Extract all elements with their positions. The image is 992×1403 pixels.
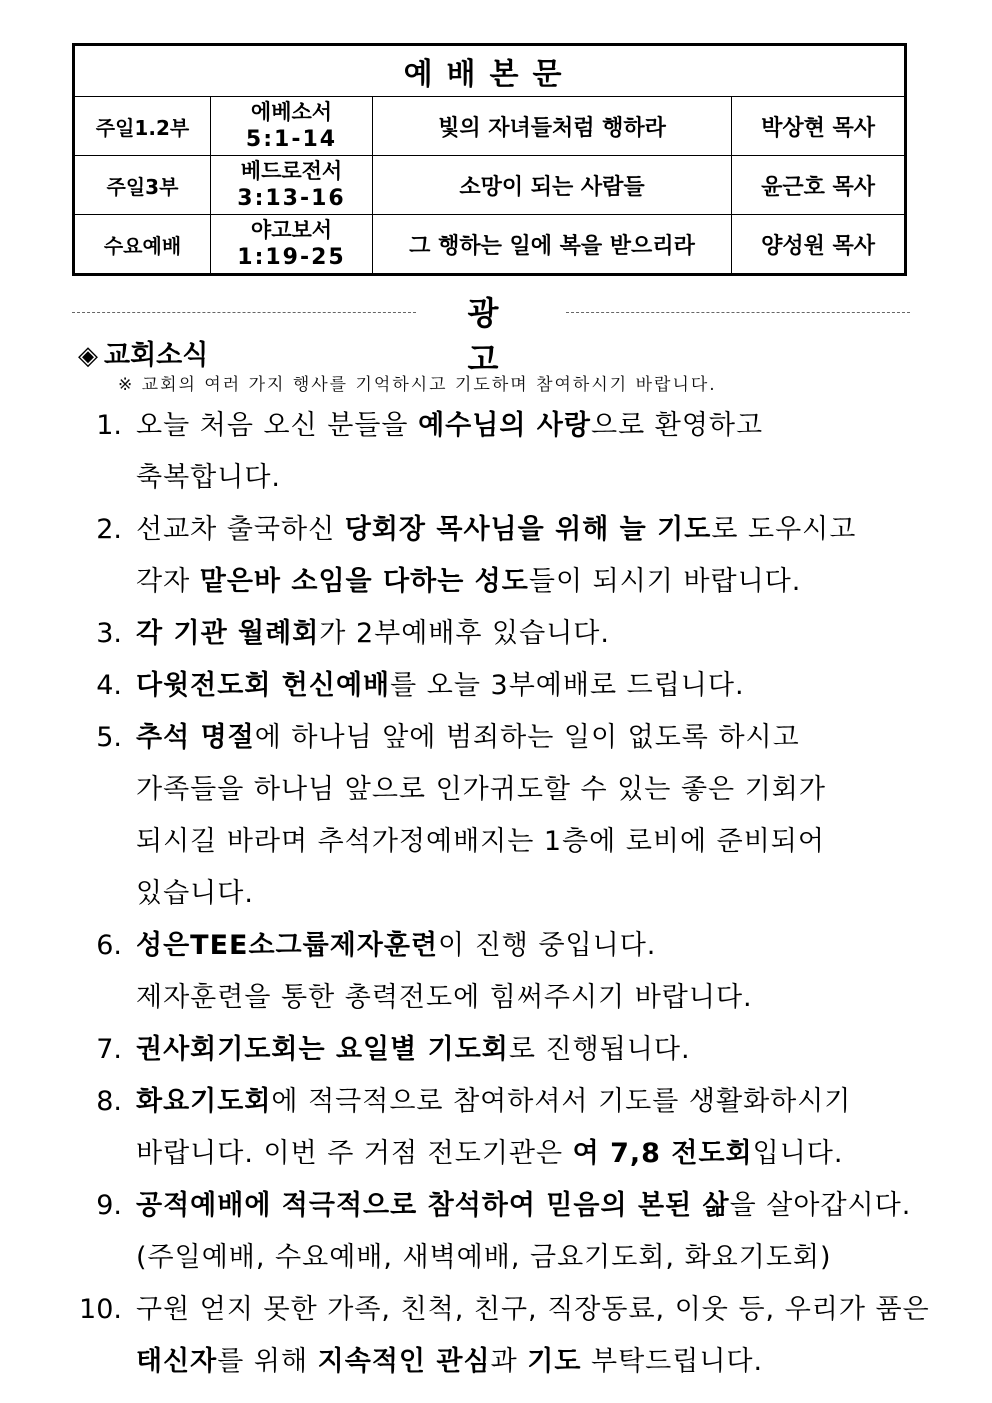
- item-text: 바랍니다. 이번 주 거점 전도기관은: [136, 1138, 573, 1169]
- divider-line-right: [566, 312, 910, 313]
- list-item: [0, 1076, 992, 1180]
- item-emphasis: 추석 명절: [136, 722, 255, 753]
- item-text: 과: [490, 1346, 528, 1377]
- item-emphasis: 예수님의 사랑: [418, 410, 591, 441]
- sermon-table-title: 예배본문: [74, 45, 906, 97]
- scripture-ref: 5:1-14: [245, 127, 338, 152]
- service-name: 주일3부: [74, 156, 211, 215]
- item-emphasis: 지속적인 관심: [317, 1346, 491, 1377]
- item-emphasis: 공적예배에 적극적으로 참석하여 믿음의 본된 삶: [136, 1190, 730, 1221]
- item-emphasis: 화요기도회: [136, 1086, 272, 1117]
- list-item: [0, 1180, 992, 1284]
- list-item: [0, 1284, 992, 1388]
- list-item: [0, 660, 992, 712]
- scripture: [211, 97, 373, 156]
- item-text: 로 도우시고: [711, 514, 857, 545]
- item-number: 6.: [96, 930, 122, 961]
- item-text: 제자훈련을 통한 총력전도에 힘써주시기 바랍니다.: [136, 982, 753, 1013]
- item-emphasis: 여 7,8 전도회: [572, 1138, 753, 1169]
- announcement-list: [0, 400, 992, 1388]
- item-number: 10.: [79, 1294, 122, 1325]
- list-item: [0, 712, 992, 920]
- scripture-book: 야고보서: [250, 218, 333, 242]
- divider-line-left: [72, 312, 416, 313]
- scripture: [211, 215, 373, 275]
- scripture-book: 에베소서: [250, 100, 333, 124]
- item-text: 부탁드립니다.: [581, 1346, 764, 1377]
- sermon-row: [74, 97, 906, 156]
- preacher: 박상현 목사: [732, 97, 906, 156]
- item-number: 9.: [96, 1190, 122, 1221]
- sermon-title: 소망이 되는 사람들: [373, 156, 732, 215]
- item-emphasis: 맡은바 소임을 다하는 성도: [199, 566, 529, 597]
- item-emphasis: 태신자: [136, 1346, 218, 1377]
- preacher: 윤근호 목사: [732, 156, 906, 215]
- section-title-text: 교회소식: [104, 340, 209, 371]
- item-text: (주일예배, 수요예배, 새벽예배, 금요기도회, 화요기도회): [136, 1242, 832, 1273]
- sermon-title: 빛의 자녀들처럼 행하라: [373, 97, 732, 156]
- item-text: 를 오늘 3부예배로 드립니다.: [390, 670, 745, 701]
- item-number: 2.: [96, 514, 122, 545]
- item-text: 이 진행 중입니다.: [438, 930, 657, 961]
- item-text: 가 2부예배후 있습니다.: [319, 618, 610, 649]
- item-number: 5.: [96, 722, 122, 753]
- sermon-title: 그 행하는 일에 복을 받으리라: [373, 215, 732, 275]
- item-emphasis: 당회장 목사님을 위해 늘 기도: [344, 514, 712, 545]
- scripture-ref: 1:19-25: [237, 245, 346, 270]
- section-note: ※ 교회의 여러 가지 행사를 기억하시고 기도하며 참여하시기 바랍니다.: [118, 375, 717, 395]
- list-item: [0, 608, 992, 660]
- list-item: [0, 504, 992, 608]
- item-text: 으로 환영하고: [590, 410, 764, 441]
- item-text: 있습니다.: [136, 878, 254, 909]
- item-emphasis: 권사회기도회는 요일별 기도회: [136, 1034, 509, 1065]
- scripture-book: 베드로전서: [240, 159, 343, 183]
- item-text: 축복합니다.: [136, 462, 281, 493]
- preacher: 양성원 목사: [732, 215, 906, 275]
- scripture-ref: 3:13-16: [237, 186, 346, 211]
- list-item: [0, 1024, 992, 1076]
- item-text: 되시길 바라며 추석가정예배지는 1층에 로비에 준비되어: [136, 826, 825, 857]
- list-item: [0, 920, 992, 1024]
- item-text: 구원 얻지 못한 가족, 친척, 친구, 직장동료, 이웃 등, 우리가 품은: [136, 1294, 930, 1325]
- item-number: 3.: [96, 618, 122, 649]
- item-text: 가족들을 하나님 앞으로 인가귀도할 수 있는 좋은 기회가: [136, 774, 826, 805]
- sermon-table: [72, 43, 907, 276]
- item-number: 8.: [96, 1086, 122, 1117]
- list-item: [0, 400, 992, 504]
- service-name: 수요예배: [74, 215, 211, 275]
- item-emphasis: 성은TEE소그룹제자훈련: [136, 930, 439, 961]
- item-text: 각자: [136, 566, 200, 597]
- item-number: 4.: [96, 670, 122, 701]
- item-text: 에 적극적으로 참여하셔서 기도를 생활화하시기: [271, 1086, 852, 1117]
- item-text: 를 위해: [217, 1346, 318, 1377]
- item-text: 들이 되시기 바랍니다.: [528, 566, 802, 597]
- diamond-bullet-icon: ◈: [78, 341, 98, 371]
- item-text: 에 하나님 앞에 범죄하는 일이 없도록 하시고: [254, 722, 800, 753]
- item-text: 입니다.: [752, 1138, 844, 1169]
- sermon-row: [74, 215, 906, 275]
- sermon-row: [74, 156, 906, 215]
- item-number: 7.: [96, 1034, 122, 1065]
- section-title: [78, 333, 208, 372]
- item-number: 1.: [96, 410, 122, 441]
- item-emphasis: 다윗전도회 헌신예배: [136, 670, 391, 701]
- item-emphasis: 각 기관 월례회: [136, 618, 320, 649]
- item-text: 을 살아갑시다.: [729, 1190, 912, 1221]
- item-text: 선교차 출국하신: [136, 514, 345, 545]
- item-emphasis: 기도: [527, 1346, 582, 1377]
- service-name: 주일1.2부: [74, 97, 211, 156]
- item-text: 로 진행됩니다.: [508, 1034, 691, 1065]
- announcement-heading: 광고: [467, 294, 537, 378]
- scripture: [211, 156, 373, 215]
- item-text: 오늘 처음 오신 분들을: [136, 410, 419, 441]
